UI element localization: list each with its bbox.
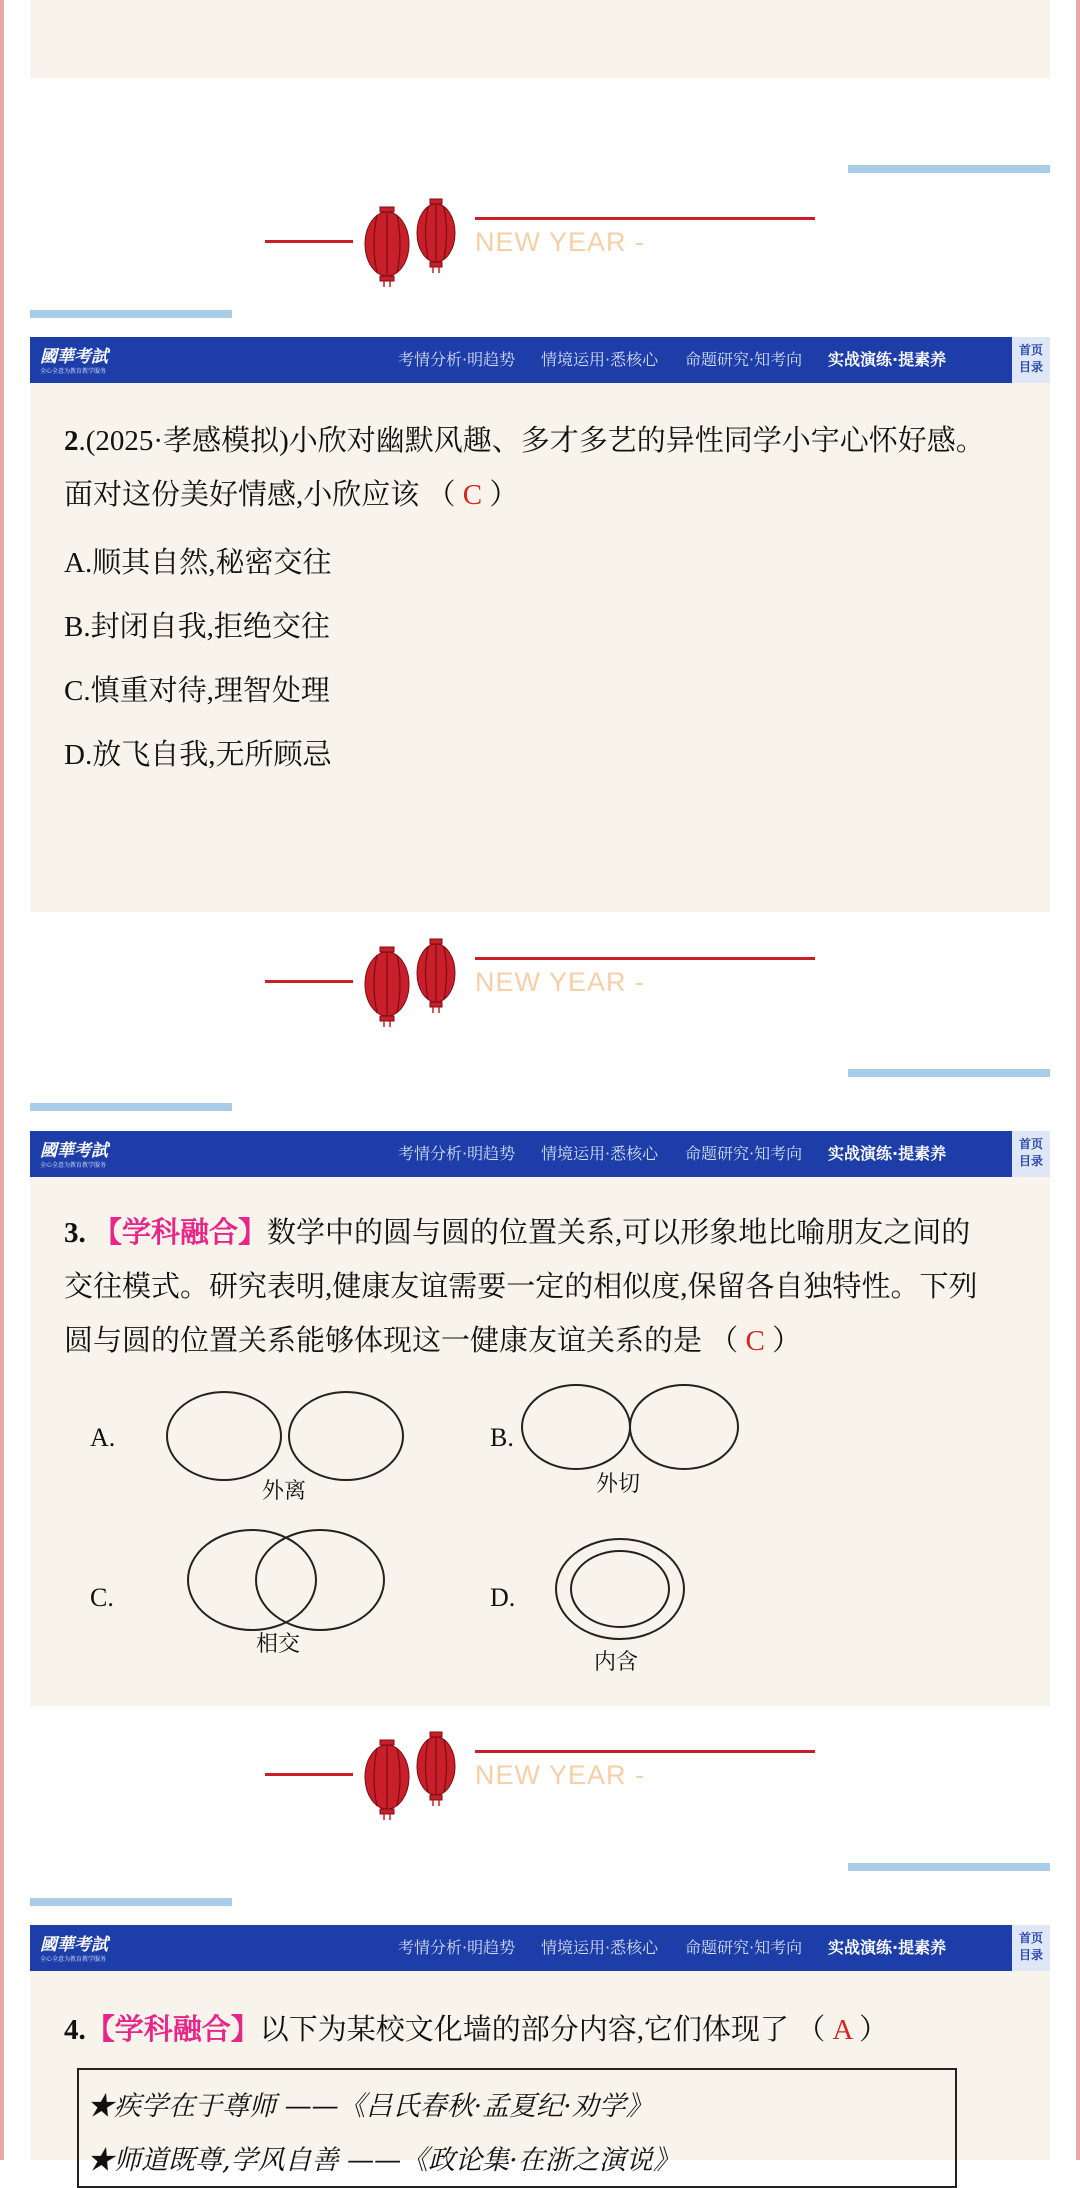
slide-header (30, 1925, 1050, 1971)
question-text: .(2025·孝感模拟)小欣对幽默风趣、多才多艺的异性同学小宇心怀好感。 (78, 425, 985, 457)
red-line-left (265, 1773, 353, 1776)
nav-tab-research[interactable]: 命题研究·知考向 (685, 1938, 803, 1957)
question-number: 3 (64, 1217, 79, 1249)
nav-tab-analysis[interactable]: 考情分析·明趋势 (398, 1938, 516, 1957)
separator-3 (0, 1533, 1080, 1853)
slide-header (30, 1131, 1050, 1177)
separator-2 (0, 740, 1080, 1060)
caption-contained: 内含 (594, 1650, 639, 1675)
home-label: 首页 (1018, 343, 1043, 357)
nav-tab-analysis[interactable]: 考情分析·明趋势 (398, 350, 516, 369)
new-year-text: NEW YEAR - (475, 227, 646, 257)
new-year-text: NEW YEAR - (475, 1760, 646, 1790)
red-line-left (265, 980, 353, 983)
lantern-icon (362, 1730, 468, 1824)
lantern-icon (362, 937, 468, 1031)
caption-intersect: 相交 (256, 1632, 301, 1657)
question-text: 数学中的圆与圆的位置关系,可以形象地比喻朋友之间的 (267, 1217, 971, 1249)
question-text: ） (764, 1325, 802, 1357)
blue-bar-right (848, 165, 1050, 173)
separator-1 (0, 0, 1080, 320)
slide-header (30, 337, 1050, 383)
logo: 國華考試 (40, 347, 108, 367)
nav-tab-practice[interactable]: 实战演练·提素养 (828, 1938, 947, 1957)
question-text: 以下为某校文化墙的部分内容,它们体现了 （ (259, 2014, 833, 2046)
question-line-1 (64, 2003, 888, 2057)
quote-1: ★疾学在于尊师 ——《吕氏春秋·孟夏纪·劝学》 (87, 2091, 653, 2122)
blue-bar-left (30, 1898, 232, 1906)
question-line-3 (64, 1314, 801, 1368)
logo: 國華考試 (40, 1935, 108, 1955)
logo-subtitle: 全心全意为教育教学服务 (40, 1956, 107, 1963)
nav-tab-practice[interactable]: 实战演练·提素养 (828, 350, 947, 369)
logo-subtitle: 全心全意为教育教学服务 (40, 368, 107, 375)
caption-separate: 外离 (262, 1479, 307, 1504)
blue-bar-left (30, 310, 232, 318)
option-c-label[interactable]: C. (90, 1583, 114, 1612)
answer-mark: A (832, 2014, 852, 2046)
culture-wall-quotes (77, 2068, 957, 2188)
answer-mark: C (462, 479, 483, 511)
home-label: 首页 (1018, 1137, 1043, 1151)
quote-2: ★师道既尊,学风自善 ——《政论集·在浙之演说》 (87, 2145, 680, 2176)
slide-question-4 (30, 1925, 1050, 2176)
nav-tab-practice[interactable]: 实战演练·提素养 (828, 1144, 947, 1163)
nav-tab-research[interactable]: 命题研究·知考向 (685, 350, 803, 369)
home-toc-button[interactable] (1012, 1925, 1050, 1971)
question-text: ） (482, 479, 519, 511)
option-d-label[interactable]: D. (490, 1583, 516, 1612)
red-line-right (475, 217, 815, 220)
subject-tag: 【学科融合】 (85, 2014, 260, 2046)
nav-tab-context[interactable]: 情境运用·悉核心 (541, 1938, 659, 1957)
question-line-1 (64, 414, 985, 468)
logo-subtitle: 全心全意为教育教学服务 (40, 1162, 107, 1169)
question-line-2 (64, 468, 518, 522)
new-year-text: NEW YEAR - (475, 967, 646, 997)
circles-tangent-diagram (510, 1379, 760, 1479)
home-toc-button[interactable] (1012, 1131, 1050, 1177)
question-number: 4 (64, 2014, 79, 2046)
question-text: ） (851, 2014, 889, 2046)
toc-label: 目录 (1018, 360, 1043, 374)
answer-mark: C (745, 1325, 765, 1357)
question-text: 面对这份美好情感,小欣应该 （ (64, 479, 463, 511)
toc-label: 目录 (1018, 1154, 1043, 1168)
red-line-right (475, 1750, 815, 1753)
nav-tab-research[interactable]: 命题研究·知考向 (685, 1144, 803, 1163)
blue-bar-left (30, 1103, 232, 1111)
question-line-2 (64, 1260, 978, 1314)
toc-label: 目录 (1018, 1948, 1043, 1962)
option-c[interactable]: C.慎重对待,理智处理 (64, 675, 330, 707)
option-a-label[interactable]: A. (90, 1423, 116, 1452)
question-dot: . (78, 2014, 86, 2046)
question-line-1 (64, 1206, 970, 1260)
caption-tangent: 外切 (596, 1472, 641, 1497)
question-number: 2 (64, 425, 79, 457)
nav-tab-context[interactable]: 情境运用·悉核心 (541, 1144, 659, 1163)
red-line-right (475, 957, 815, 960)
home-label: 首页 (1018, 1931, 1043, 1945)
option-a[interactable]: A.顺其自然,秘密交往 (64, 547, 332, 579)
option-b-label[interactable]: B. (490, 1423, 514, 1452)
subject-tag: 【学科融合】 (93, 1217, 268, 1249)
home-toc-button[interactable] (1012, 337, 1050, 383)
option-b[interactable]: B.封闭自我,拒绝交往 (64, 611, 330, 643)
option-d[interactable]: D.放飞自我,无所顾忌 (64, 739, 332, 771)
logo: 國華考試 (40, 1141, 108, 1161)
question-text: 圆与圆的位置关系能够体现这一健康友谊关系的是 （ (64, 1325, 746, 1357)
lantern-icon (362, 197, 468, 291)
red-line-left (265, 240, 353, 243)
nav-tab-analysis[interactable]: 考情分析·明趋势 (398, 1144, 516, 1163)
blue-bar-right (848, 1863, 1050, 1871)
question-dot: . (78, 1217, 93, 1249)
nav-tab-context[interactable]: 情境运用·悉核心 (541, 350, 659, 369)
question-text: 交往模式。研究表明,健康友谊需要一定的相似度,保留各自独特性。下列 (64, 1271, 978, 1303)
blue-bar-right (848, 1069, 1050, 1077)
